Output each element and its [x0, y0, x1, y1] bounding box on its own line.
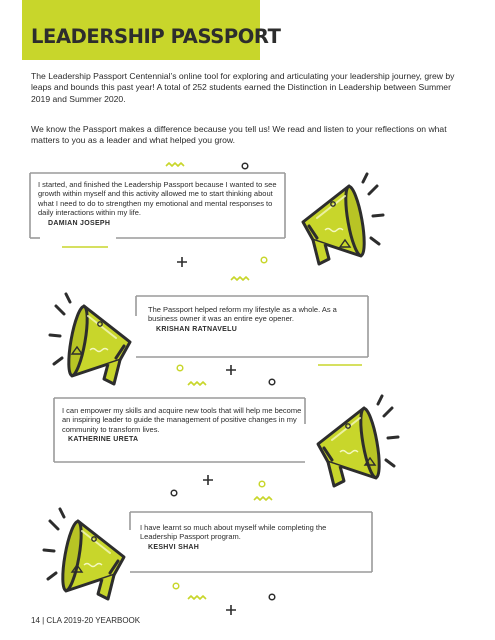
testimonial-1 — [38, 180, 278, 227]
megaphone-icon — [318, 396, 398, 486]
megaphone-icon — [44, 509, 124, 599]
circle-icon — [269, 594, 275, 600]
testimonial-author: KATHERINE URETA — [68, 436, 139, 444]
testimonial-3 — [62, 406, 302, 443]
megaphone-icon — [303, 174, 383, 264]
circle-icon — [173, 583, 179, 589]
circle-icon — [269, 379, 275, 385]
testimonial-author: KESHVI SHAH — [148, 543, 200, 551]
wave-icon — [188, 382, 206, 385]
testimonial-author: KRISHAN RATNAVELU — [156, 325, 238, 333]
plus-icon — [177, 257, 187, 267]
testimonial-2 — [148, 305, 363, 333]
circle-icon — [261, 257, 267, 263]
wave-icon — [231, 277, 249, 280]
testimonial-quote: I have learnt so much about myself while completing the Leadership Passport program. — [140, 523, 327, 542]
circle-icon — [259, 481, 265, 487]
megaphone-icon — [50, 294, 130, 384]
testimonial-author: DAMIAN JOSEPH — [48, 219, 111, 227]
intro-paragraph-1: The Leadership Passport Centennial’s online tool for exploring and articulating your leadership journey, grew by leaps and bounds this past year! A total of 252 students earned the Distinction in Leadership between Summer 2019 and Summer 2020. — [31, 71, 455, 104]
intro-paragraph-2: We know the Passport makes a difference because you tell us! We read and listen to your reflections on what matters to you as a leader and what helped you grow. — [31, 124, 447, 146]
testimonial-quote: The Passport helped reform my lifestyle as a whole. As a business owner it was an entire eye opener. — [148, 305, 337, 324]
circle-icon — [177, 365, 183, 371]
page-title: LEADERSHIP PASSPORT — [31, 25, 281, 48]
wave-icon — [254, 497, 272, 500]
testimonial-quote: I can empower my skills and acquire new tools that will help me become an inspiring leader to guide the management of positive changes in my community to transform lives. — [62, 406, 302, 434]
plus-icon — [203, 475, 213, 485]
testimonial-quote: I started, and finished the Leadership Passport because I wanted to see growth within myself and this activity allowed me to start thinking about what I need to do to strengthen my emotional and mental responses to daily interactions within my life. — [38, 180, 277, 218]
plus-icon — [226, 365, 236, 375]
wave-icon — [166, 163, 184, 166]
page-footer: 14 | CLA 2019-20 YEARBOOK — [31, 616, 141, 625]
wave-icon — [188, 596, 206, 599]
plus-icon — [226, 605, 236, 615]
circle-icon — [171, 490, 177, 496]
testimonial-4 — [140, 523, 365, 551]
circle-icon — [242, 163, 248, 169]
